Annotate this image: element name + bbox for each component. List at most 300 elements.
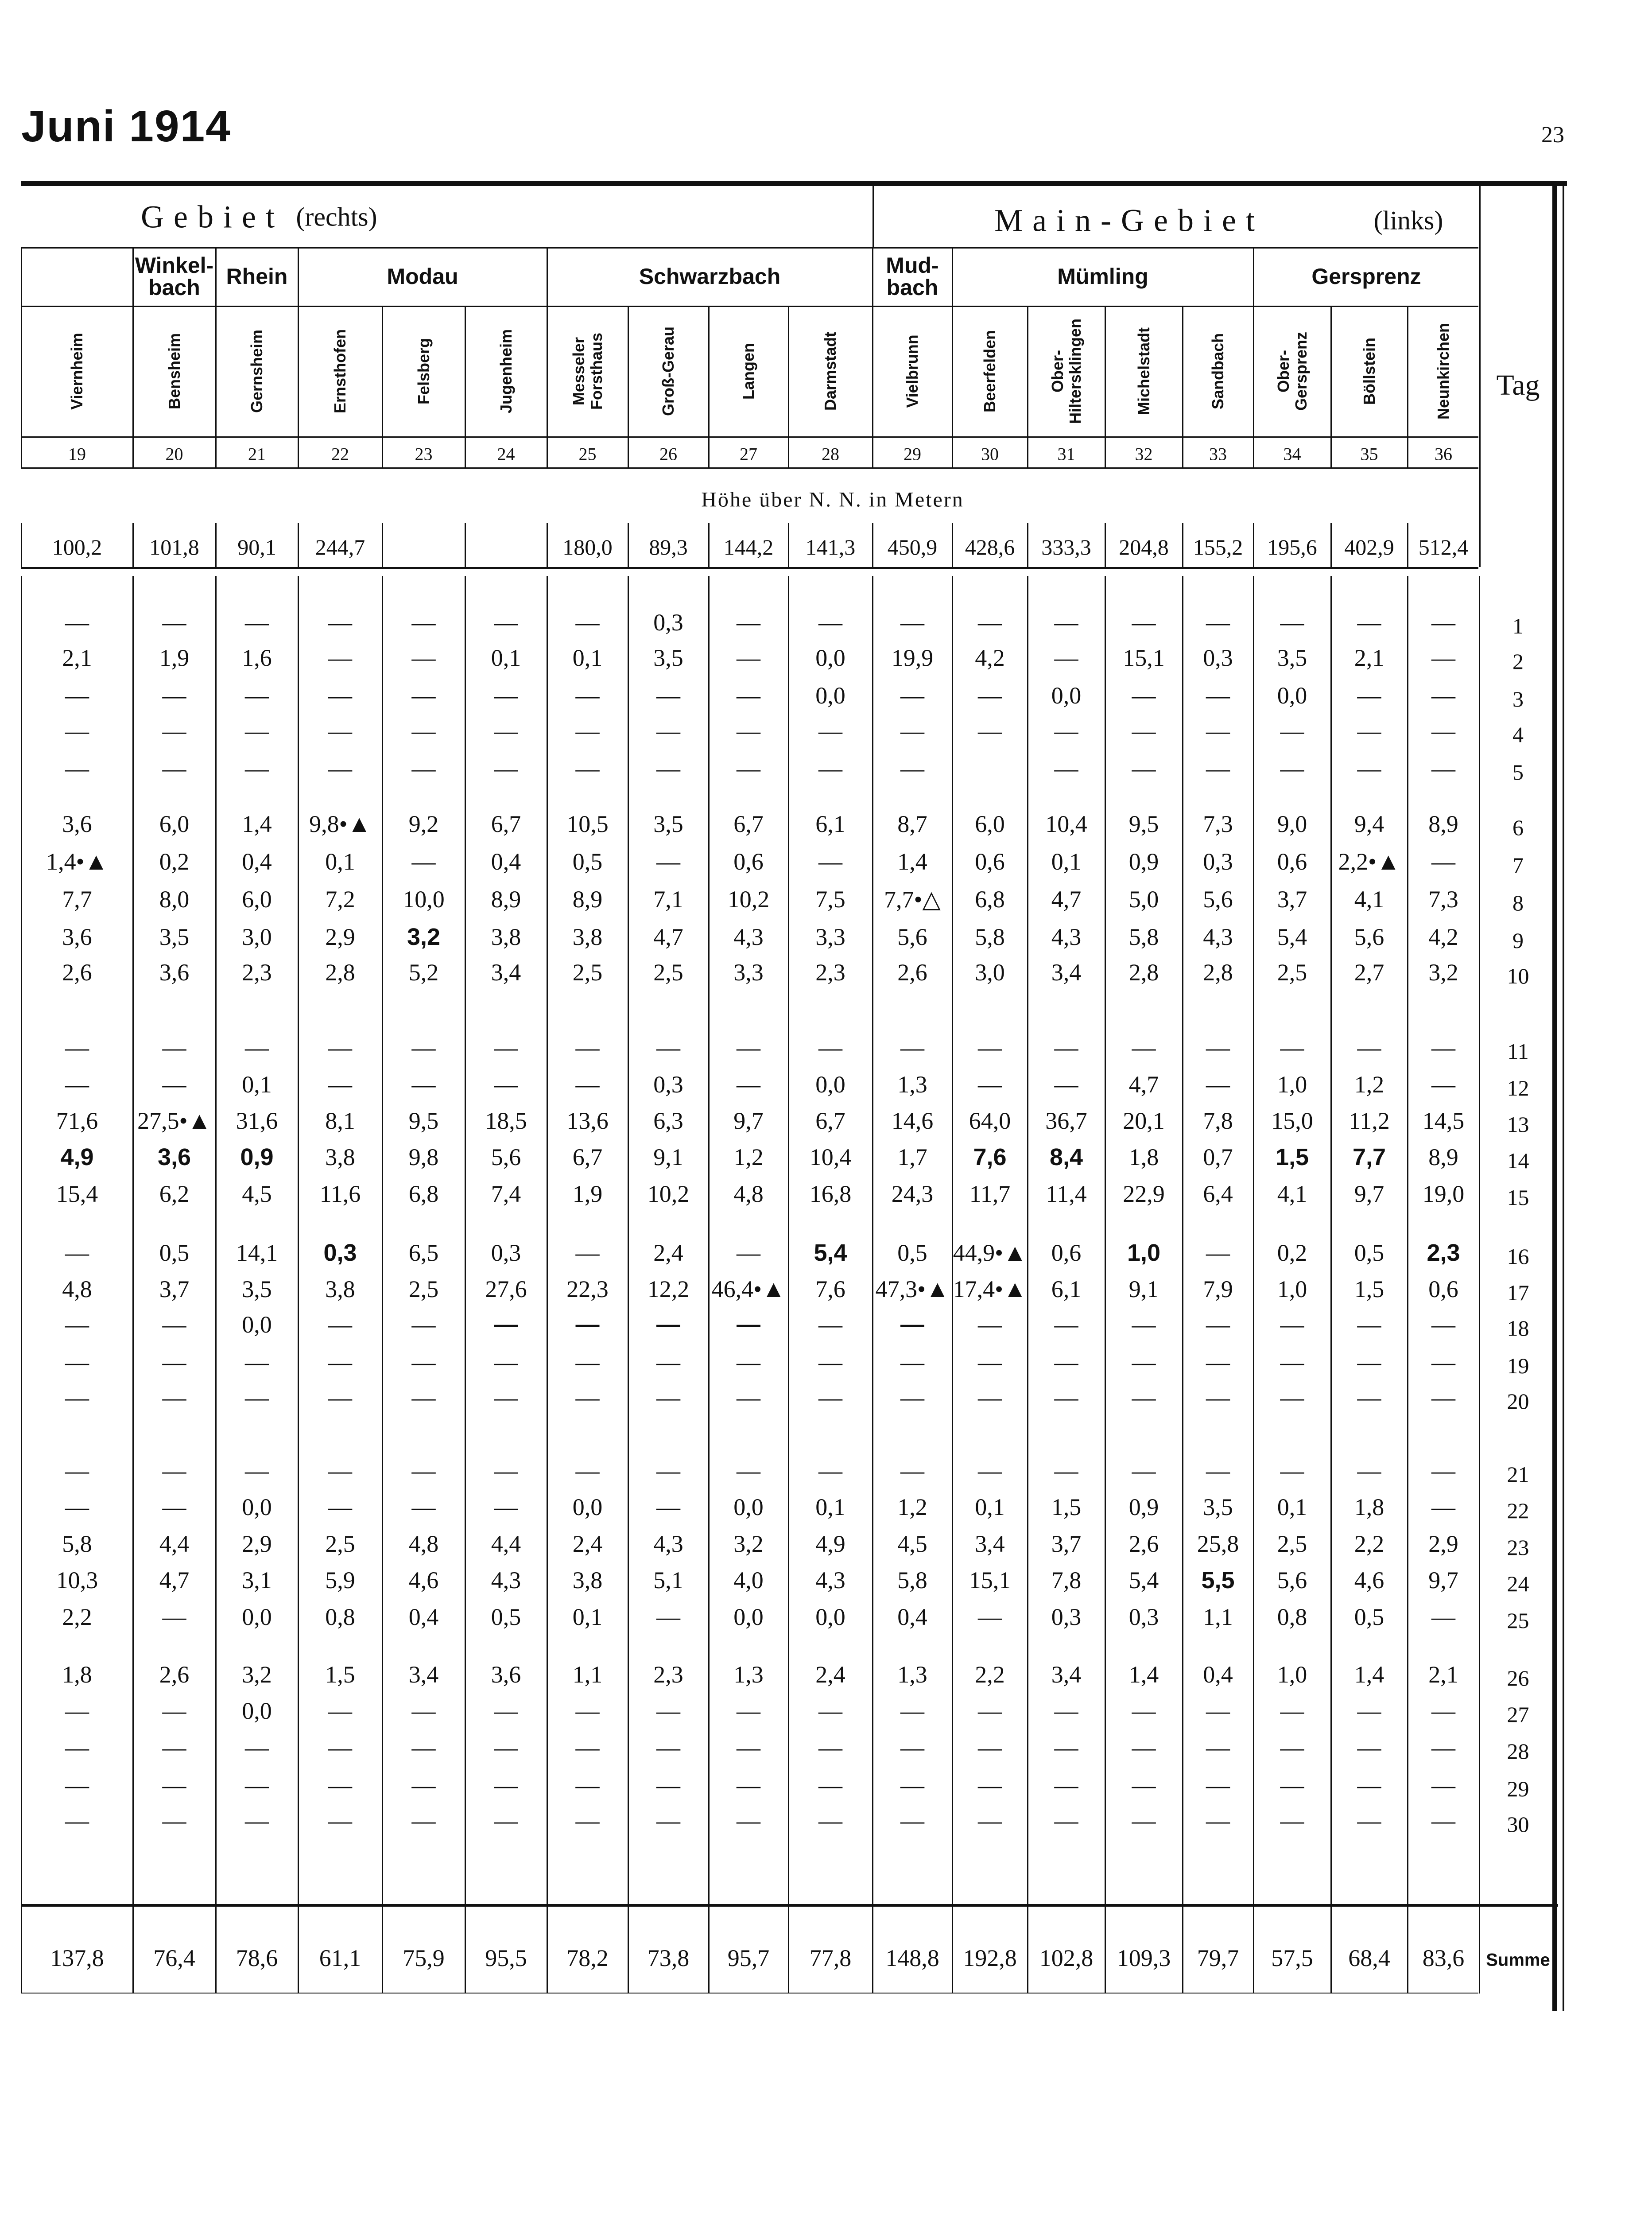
data-cell: — <box>494 1698 518 1724</box>
data-cell: 5,4 <box>814 1240 847 1266</box>
data-cell: — <box>162 1698 186 1724</box>
data-cell: — <box>1431 755 1455 782</box>
data-cell: 2,3 <box>242 959 272 986</box>
data-cell: 1,0 <box>1127 1240 1161 1266</box>
data-cell: — <box>1357 1698 1381 1724</box>
data-cell: 6,1 <box>1051 1276 1082 1302</box>
data-cell: 5,2 <box>408 959 439 986</box>
data-cell: — <box>737 1311 760 1338</box>
data-cell: — <box>978 1772 1002 1799</box>
data-cell: — <box>1280 1807 1304 1834</box>
station-height: 512,4 <box>1418 535 1469 560</box>
day-number: 7 <box>1512 853 1524 878</box>
data-cell: — <box>575 718 600 744</box>
data-cell: — <box>575 1734 600 1761</box>
data-cell: — <box>328 1071 352 1098</box>
data-cell: 2,6 <box>159 1661 190 1688</box>
data-cell: — <box>1206 1698 1230 1724</box>
data-cell: 0,3 <box>1203 645 1233 671</box>
data-cell: — <box>737 1384 760 1411</box>
data-cell: — <box>328 682 352 709</box>
data-cell: 6,7 <box>815 1108 845 1134</box>
data-cell: 3,6 <box>62 924 92 950</box>
data-cell: 5,8 <box>897 1567 927 1593</box>
data-cell: — <box>737 1734 760 1761</box>
data-cell: — <box>1206 1384 1230 1411</box>
data-column-divider <box>1182 576 1183 1994</box>
data-cell: 0,5 <box>159 1240 190 1266</box>
data-cell: — <box>411 848 436 875</box>
group-label: Mümling <box>1057 264 1148 289</box>
data-cell: — <box>245 718 269 744</box>
station-number: 36 <box>1435 444 1452 464</box>
data-cell: 1,5 <box>1275 1144 1309 1170</box>
data-cell: 0,0 <box>1277 682 1307 709</box>
sum-value: 61,1 <box>319 1945 361 1971</box>
data-cell: — <box>1357 718 1381 744</box>
data-cell: 4,5 <box>897 1531 927 1557</box>
data-cell: — <box>1357 1772 1381 1799</box>
station-name: Groß-Gerau <box>659 326 677 416</box>
data-cell: 0,1 <box>815 1494 845 1520</box>
data-cell: — <box>1206 1071 1230 1098</box>
data-cell: — <box>245 1457 269 1484</box>
data-cell: 4,4 <box>159 1531 190 1557</box>
data-cell: — <box>1431 1384 1455 1411</box>
data-cell: 3,8 <box>572 924 603 950</box>
data-cell: 0,5 <box>1354 1240 1384 1266</box>
data-cell: 0,0 <box>733 1494 764 1520</box>
data-cell: — <box>900 1457 924 1484</box>
data-cell: 5,6 <box>1277 1567 1307 1593</box>
data-cell: — <box>65 718 89 744</box>
data-cell: — <box>900 1807 924 1834</box>
data-cell: 2,5 <box>572 959 603 986</box>
data-cell: — <box>1206 718 1230 744</box>
data-cell: 1,3 <box>733 1661 764 1688</box>
data-cell: 7,7•△ <box>884 886 941 913</box>
data-cell: 5,9 <box>325 1567 355 1593</box>
data-cell: 5,8 <box>62 1531 92 1557</box>
data-cell: 0,0 <box>572 1494 603 1520</box>
data-cell: — <box>494 1384 518 1411</box>
data-cell: — <box>245 609 269 636</box>
height-divider <box>628 523 629 567</box>
data-cell: 3,0 <box>242 924 272 950</box>
data-cell: 2,1 <box>1428 1661 1458 1688</box>
data-cell: 2,5 <box>325 1531 355 1557</box>
data-cell: 0,4 <box>897 1604 927 1630</box>
data-cell: 8,9 <box>1428 811 1458 837</box>
station-name: Sandbach <box>1209 333 1227 410</box>
data-cell: — <box>737 1034 760 1061</box>
data-cell: 0,4 <box>408 1604 439 1630</box>
data-cell: — <box>245 682 269 709</box>
data-cell: 4,1 <box>1277 1181 1307 1207</box>
data-cell: — <box>978 1457 1002 1484</box>
data-cell: 0,1 <box>572 645 603 671</box>
data-cell: 6,5 <box>408 1240 439 1266</box>
data-cell: 6,7 <box>572 1144 603 1170</box>
data-cell: 9,5 <box>1128 811 1159 837</box>
data-cell: 1,9 <box>159 645 190 671</box>
data-cell: — <box>818 1311 842 1338</box>
data-cell: 13,6 <box>566 1108 609 1134</box>
data-cell: 3,4 <box>408 1661 439 1688</box>
station-divider <box>298 306 299 467</box>
data-cell: 0,0 <box>815 645 845 671</box>
data-cell: 0,1 <box>572 1604 603 1630</box>
data-cell: — <box>245 755 269 782</box>
data-cell: — <box>65 1384 89 1411</box>
group-divider <box>1253 247 1254 306</box>
data-cell: 3,5 <box>653 811 683 837</box>
data-cell: — <box>737 1349 760 1376</box>
day-number: 27 <box>1507 1702 1529 1727</box>
data-cell: 1,0 <box>1277 1276 1307 1302</box>
data-cell: 1,3 <box>897 1661 927 1688</box>
sum-value: 83,6 <box>1422 1945 1465 1971</box>
data-cell: — <box>1132 609 1156 636</box>
data-cell: 3,4 <box>1051 959 1082 986</box>
data-cell: — <box>411 1071 436 1098</box>
day-number: 15 <box>1507 1185 1529 1210</box>
data-cell: 3,8 <box>325 1276 355 1302</box>
data-cell: 15,4 <box>56 1181 98 1207</box>
data-cell: — <box>328 755 352 782</box>
data-cell: 1,5 <box>1354 1276 1384 1302</box>
data-column-divider <box>1027 576 1028 1994</box>
day-number: 23 <box>1507 1535 1529 1560</box>
data-cell: — <box>1054 1384 1078 1411</box>
data-cell: 0,1 <box>325 848 355 875</box>
data-cell: 6,3 <box>653 1108 683 1134</box>
data-cell: — <box>328 718 352 744</box>
data-cell: — <box>1431 1494 1455 1520</box>
data-cell: 2,5 <box>1277 1531 1307 1557</box>
data-cell: — <box>1054 1772 1078 1799</box>
data-cell: 0,6 <box>1051 1240 1082 1266</box>
data-cell: — <box>1431 1772 1455 1799</box>
data-cell: 7,4 <box>491 1181 521 1207</box>
station-height: 100,2 <box>52 535 102 560</box>
station-number: 20 <box>165 444 183 464</box>
data-cell: — <box>494 682 518 709</box>
data-cell: — <box>411 1734 436 1761</box>
station-number: 27 <box>740 444 757 464</box>
data-cell: — <box>162 682 186 709</box>
data-cell: 71,6 <box>56 1108 98 1134</box>
sum-value: 95,5 <box>485 1945 527 1971</box>
height-divider <box>382 523 383 567</box>
station-name: Ober- Hiltersklingen <box>1048 318 1084 424</box>
data-cell: 8,0 <box>159 886 190 913</box>
data-cell: — <box>328 1349 352 1376</box>
data-cell: — <box>737 1698 760 1724</box>
data-cell: — <box>411 1772 436 1799</box>
station-height: 244,7 <box>315 535 365 560</box>
data-cell: — <box>1206 682 1230 709</box>
data-cell: — <box>162 1772 186 1799</box>
data-cell: — <box>411 1807 436 1834</box>
data-cell: — <box>1280 1311 1304 1338</box>
data-cell: — <box>978 1071 1002 1098</box>
day-number: 24 <box>1507 1571 1529 1596</box>
data-cell: 4,2 <box>975 645 1005 671</box>
data-cell: — <box>162 1071 186 1098</box>
data-cell: — <box>411 1349 436 1376</box>
data-cell: 4,9 <box>60 1144 94 1170</box>
sum-value: 79,7 <box>1197 1945 1239 1971</box>
group-divider <box>21 247 22 306</box>
data-column-divider <box>1479 576 1480 1994</box>
right-border-thick <box>1552 186 1557 2011</box>
data-cell: 22,3 <box>566 1276 609 1302</box>
data-column-divider <box>465 576 466 1994</box>
data-cell: — <box>575 1311 600 1338</box>
data-left-border <box>21 576 22 1994</box>
height-divider <box>547 523 548 567</box>
data-cell: — <box>1280 1384 1304 1411</box>
data-cell: — <box>162 609 186 636</box>
data-cell: 4,6 <box>408 1567 439 1593</box>
data-cell: — <box>737 1772 760 1799</box>
data-cell: 0,9 <box>240 1144 274 1170</box>
data-cell: 7,2 <box>325 886 355 913</box>
data-cell: — <box>328 1734 352 1761</box>
data-cell: 14,1 <box>236 1240 278 1266</box>
data-cell: 0,3 <box>1128 1604 1159 1630</box>
day-number: 13 <box>1507 1112 1529 1137</box>
day-number: 29 <box>1507 1776 1529 1801</box>
data-cell: 9,0 <box>1277 811 1307 837</box>
data-cell: — <box>162 718 186 744</box>
day-number: 25 <box>1507 1608 1529 1633</box>
data-cell: — <box>162 755 186 782</box>
day-number: 26 <box>1507 1666 1529 1690</box>
station-name: Jugenheim <box>496 329 515 414</box>
day-number: 20 <box>1507 1389 1529 1414</box>
station-number: 28 <box>822 444 839 464</box>
station-name: Ernsthofen <box>331 329 349 414</box>
section-rule <box>21 247 1478 249</box>
data-cell: 1,5 <box>1051 1494 1082 1520</box>
data-cell: — <box>1132 1807 1156 1834</box>
data-cell: 9,7 <box>1428 1567 1458 1593</box>
data-cell: — <box>818 755 842 782</box>
station-divider <box>872 306 873 467</box>
data-cell: 0,3 <box>1203 848 1233 875</box>
data-cell: — <box>245 1807 269 1834</box>
data-cell: 7,1 <box>653 886 683 913</box>
data-cell: 20,1 <box>1123 1108 1165 1134</box>
data-cell: 0,6 <box>1277 848 1307 875</box>
data-cell: 3,6 <box>491 1661 521 1688</box>
data-cell: 0,8 <box>325 1604 355 1630</box>
height-divider <box>132 523 134 567</box>
data-cell: — <box>1132 1311 1156 1338</box>
data-cell: — <box>1280 1457 1304 1484</box>
data-cell: 5,6 <box>1203 886 1233 913</box>
data-cell: 4,4 <box>491 1531 521 1557</box>
data-cell: — <box>162 1457 186 1484</box>
data-cell: 9,1 <box>1128 1276 1159 1302</box>
data-cell: 3,5 <box>1277 645 1307 671</box>
station-divider <box>382 306 383 467</box>
sum-value: 68,4 <box>1348 1945 1390 1971</box>
data-cell: — <box>1431 1311 1455 1338</box>
group-divider <box>547 247 548 306</box>
data-cell: — <box>1280 755 1304 782</box>
data-cell: 2,2 <box>62 1604 92 1630</box>
data-cell: — <box>494 1071 518 1098</box>
data-cell: — <box>737 755 760 782</box>
data-cell: 9,1 <box>653 1144 683 1170</box>
data-cell: — <box>162 1604 186 1630</box>
data-cell: — <box>818 718 842 744</box>
data-cell: — <box>1132 1457 1156 1484</box>
data-cell: 2,7 <box>1354 959 1384 986</box>
data-cell: — <box>978 1349 1002 1376</box>
group-divider <box>298 247 299 306</box>
data-cell: — <box>1206 1349 1230 1376</box>
data-cell: 3,3 <box>815 924 845 950</box>
data-cell: — <box>900 718 924 744</box>
height-divider <box>952 523 953 567</box>
group-label: Modau <box>387 264 458 289</box>
data-cell: — <box>656 1034 680 1061</box>
day-number: 11 <box>1507 1039 1529 1064</box>
data-cell: 4,8 <box>408 1531 439 1557</box>
day-number: 10 <box>1507 964 1529 988</box>
data-cell: — <box>494 1807 518 1834</box>
data-cell: — <box>900 1734 924 1761</box>
data-cell: 27,6 <box>485 1276 527 1302</box>
data-cell: 7,6 <box>973 1144 1007 1170</box>
data-cell: 2,2 <box>975 1661 1005 1688</box>
data-cell: — <box>978 1698 1002 1724</box>
data-cell: 0,3 <box>323 1240 357 1266</box>
sum-value: 78,6 <box>236 1945 278 1971</box>
data-cell: — <box>1431 1734 1455 1761</box>
sum-value: 192,8 <box>963 1945 1017 1971</box>
data-cell: — <box>328 1772 352 1799</box>
data-cell: 8,7 <box>897 811 927 837</box>
data-cell: — <box>328 1457 352 1484</box>
station-name: Viernheim <box>68 333 86 410</box>
section-divider <box>873 186 874 248</box>
data-cell: 0,1 <box>1277 1494 1307 1520</box>
sum-label: Summe <box>1486 1950 1550 1970</box>
data-cell: 3,7 <box>159 1276 190 1302</box>
group-label: Schwarzbach <box>639 264 781 289</box>
data-cell: — <box>328 1494 352 1520</box>
data-cell: — <box>575 1698 600 1724</box>
data-column-divider <box>1330 576 1332 1994</box>
data-cell: 4,7 <box>1128 1071 1159 1098</box>
data-cell: 0,0 <box>242 1698 272 1724</box>
data-cell: 0,4 <box>1203 1661 1233 1688</box>
data-cell: 15,1 <box>969 1567 1011 1593</box>
station-name: Langen <box>739 342 757 400</box>
station-name: Gernsheim <box>248 329 266 413</box>
data-cell: 17,4•▲ <box>953 1276 1027 1302</box>
data-cell: 0,6 <box>1428 1276 1458 1302</box>
station-divider <box>1330 306 1332 467</box>
sum-value: 78,2 <box>566 1945 609 1971</box>
data-cell: — <box>656 1734 680 1761</box>
data-cell: 0,1 <box>242 1071 272 1098</box>
data-cell: 10,4 <box>809 1144 852 1170</box>
data-cell: 1,0 <box>1277 1071 1307 1098</box>
data-cell: — <box>1132 1698 1156 1724</box>
station-number: 35 <box>1360 444 1378 464</box>
data-cell: — <box>494 718 518 744</box>
data-cell: 0,0 <box>242 1311 272 1338</box>
data-cell: — <box>328 1384 352 1411</box>
data-cell: 7,9 <box>1203 1276 1233 1302</box>
data-cell: — <box>1357 1457 1381 1484</box>
data-cell: 5,6 <box>1354 924 1384 950</box>
data-cell: 3,6 <box>62 811 92 837</box>
data-cell: 5,4 <box>1277 924 1307 950</box>
data-cell: — <box>65 1494 89 1520</box>
data-column-divider <box>1253 576 1254 1994</box>
data-cell: — <box>1132 1384 1156 1411</box>
data-cell: — <box>900 1772 924 1799</box>
data-cell: 4,0 <box>733 1567 764 1593</box>
data-cell: — <box>1132 1772 1156 1799</box>
data-cell: — <box>494 1034 518 1061</box>
data-cell: — <box>328 1034 352 1061</box>
data-cell: 2,6 <box>1128 1531 1159 1557</box>
station-number: 34 <box>1283 444 1301 464</box>
data-cell: 7,7 <box>1352 1144 1386 1170</box>
data-cell: 11,6 <box>319 1181 361 1207</box>
data-cell: — <box>328 645 352 671</box>
data-cell: — <box>818 848 842 875</box>
height-divider <box>465 523 466 567</box>
data-cell: — <box>245 1734 269 1761</box>
day-column-header: Tag <box>1496 369 1540 401</box>
data-cell: — <box>411 1034 436 1061</box>
data-cell: 2,5 <box>408 1276 439 1302</box>
height-divider <box>708 523 710 567</box>
data-cell: — <box>1431 718 1455 744</box>
data-cell: 2,9 <box>242 1531 272 1557</box>
data-cell: — <box>411 682 436 709</box>
data-cell: 1,4•▲ <box>46 848 108 875</box>
station-number: 25 <box>578 444 597 464</box>
data-cell: 4,3 <box>491 1567 521 1593</box>
data-cell: — <box>494 1311 518 1338</box>
sum-value: 57,5 <box>1271 1945 1313 1971</box>
data-cell: — <box>656 1604 680 1630</box>
station-name: Beerfelden <box>981 330 999 413</box>
day-number: 9 <box>1512 928 1524 953</box>
data-cell: — <box>737 718 760 744</box>
data-cell: 11,2 <box>1349 1108 1390 1134</box>
data-cell: 22,9 <box>1123 1181 1165 1207</box>
data-cell: 3,2 <box>407 924 441 950</box>
data-cell: — <box>656 755 680 782</box>
data-cell: 31,6 <box>236 1108 278 1134</box>
data-cell: 0,2 <box>1277 1240 1307 1266</box>
data-cell: — <box>575 1384 600 1411</box>
page-title: Juni 1914 <box>21 101 231 151</box>
data-cell: — <box>900 1311 924 1338</box>
data-cell: — <box>978 682 1002 709</box>
